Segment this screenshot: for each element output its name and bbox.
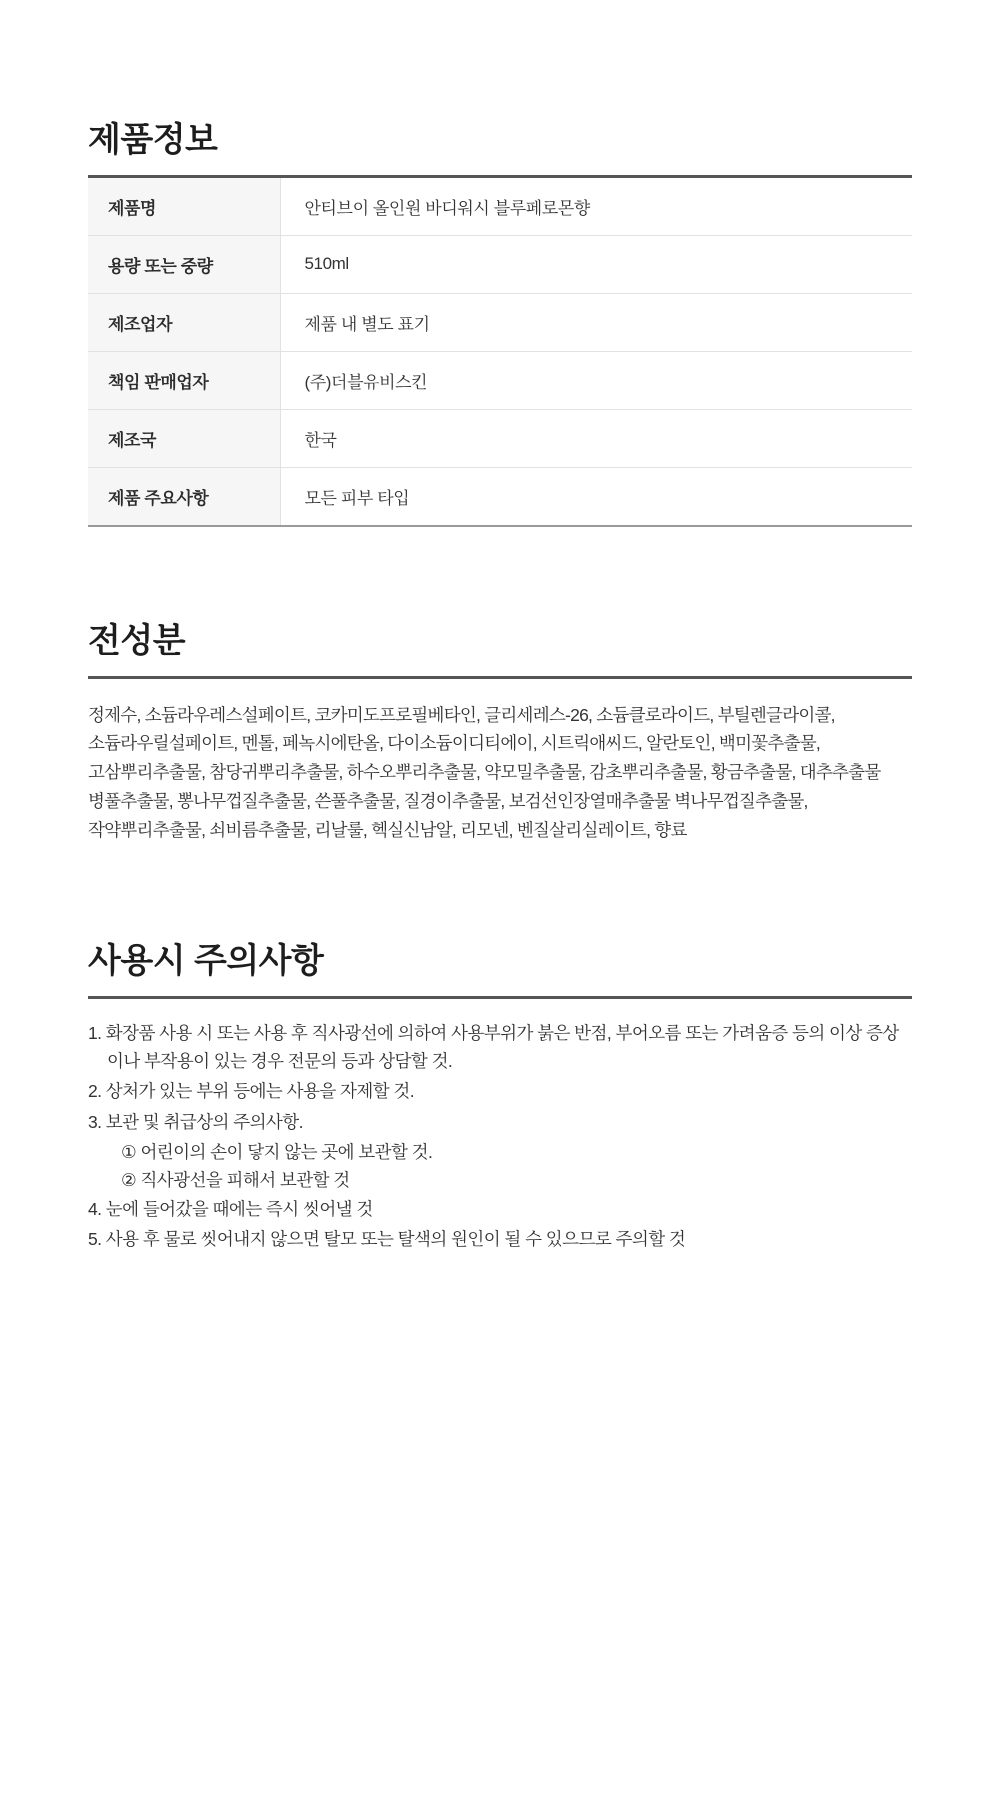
caution-item: 3. 보관 및 취급상의 주의사항. bbox=[88, 1111, 303, 1132]
table-row bbox=[88, 293, 912, 351]
caution-body bbox=[88, 1019, 912, 1254]
product-info-title: 제품정보 bbox=[88, 121, 218, 159]
table-row bbox=[88, 351, 912, 409]
row-value: 510ml bbox=[304, 254, 349, 274]
product-info-table bbox=[88, 178, 912, 527]
row-label: 제조국 bbox=[88, 409, 280, 467]
caution-item: 5. 사용 후 물로 씻어내지 않으면 탈모 또는 탈색의 원인이 될 수 있으므로 주의할 것 bbox=[88, 1229, 686, 1250]
row-label: 용량 또는 중량 bbox=[88, 235, 280, 293]
row-value: 안티브이 올인원 바디워시 블루페로몬향 bbox=[304, 198, 590, 218]
row-label: 제품 주요사항 bbox=[88, 467, 280, 526]
caution-sub-item: ① 어린이의 손이 닿지 않는 곳에 보관할 것. bbox=[121, 1142, 433, 1163]
caution-item: 1. 화장품 사용 시 또는 사용 후 직사광선에 의하여 사용부위가 붉은 반점, 부어오름 또는 가려움증 등의 이상 증상이나 부작용이 있는 경우 전문의 등과 상담할 것. bbox=[88, 1022, 899, 1072]
ingredients-title: 전성분 bbox=[88, 621, 186, 660]
row-label: 책임 판매업자 bbox=[88, 351, 280, 409]
table-row bbox=[88, 467, 912, 526]
row-label: 제조업자 bbox=[88, 293, 280, 351]
caution-item: 4. 눈에 들어갔을 때에는 즉시 씻어낼 것 bbox=[88, 1198, 373, 1219]
ingredients-section bbox=[0, 527, 1000, 845]
bottom-spacer bbox=[0, 1256, 1000, 1406]
ingredients-body bbox=[88, 701, 912, 845]
table-row bbox=[88, 178, 912, 236]
caution-item: 2. 상처가 있는 부위 등에는 사용을 자제할 것. bbox=[88, 1081, 415, 1102]
caution-sub-item: ② 직사광선을 피해서 보관할 것 bbox=[121, 1170, 350, 1191]
row-value: (주)더블유비스킨 bbox=[304, 372, 428, 392]
caution-title: 사용시 주의사항 bbox=[88, 941, 324, 980]
product-info-section bbox=[0, 0, 1000, 527]
row-value: 한국 bbox=[304, 430, 337, 450]
row-value: 제품 내 별도 표기 bbox=[304, 314, 430, 334]
caution-section bbox=[0, 845, 1000, 1254]
row-label: 제품명 bbox=[88, 178, 280, 236]
row-value: 모든 피부 타입 bbox=[304, 488, 410, 508]
caution-divider bbox=[88, 996, 912, 999]
table-row bbox=[88, 235, 912, 293]
ingredients-text: 정제수, 소듐라우레스설페이트, 코카미도프로필베타인, 글리세레스-26, 소듐클로라이드, 부틸렌글라이콜, 소듐라우릴설페이트, 멘톨, 페녹시에탄올, 다이소듐이디티에이, 시트릭애씨드, 알란토인, 백미꽃추출물, 고삼뿌리추출물, 참당귀뿌리추출물, 하수오뿌리추출물, 약모밀추출물, 감초뿌리추출물, 황금추출물, 대추추출물 병풀추출물, 뽕나무껍질추출물, 쓴풀추출물, 질경이추출물, 보검선인장열매추출물 벽나무껍질추출물, 작약뿌리추출물, 쇠비름추출물, 리날룰, 헥실신남알, 리모넨, 벤질살리실레이트, 향료 bbox=[88, 704, 881, 841]
ingredients-divider bbox=[88, 676, 912, 679]
table-row bbox=[88, 409, 912, 467]
